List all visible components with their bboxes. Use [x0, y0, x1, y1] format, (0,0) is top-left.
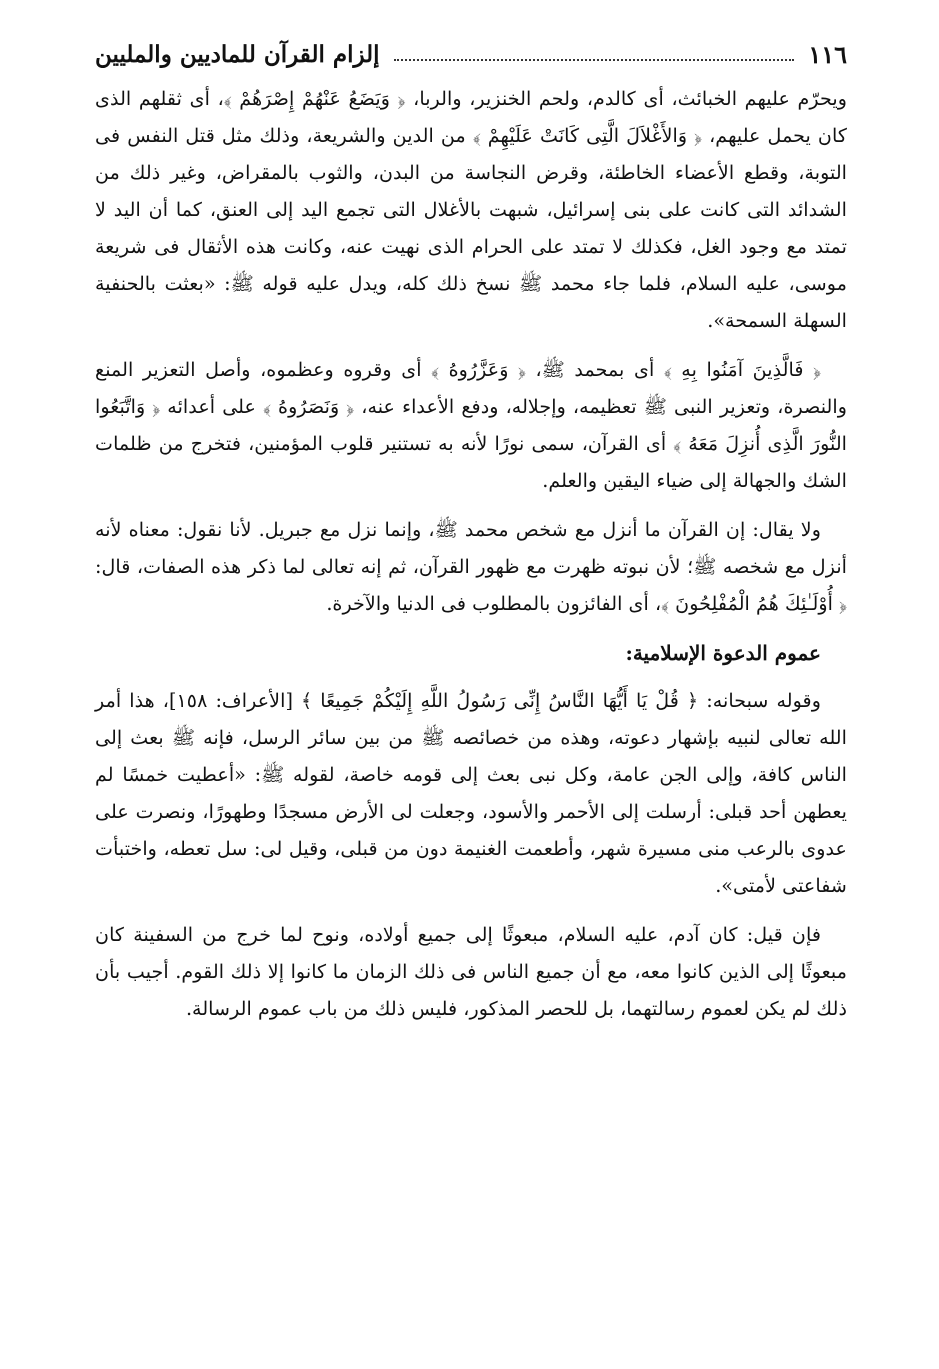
paragraph: ولا يقال: إن القرآن ما أنزل مع شخص محمد ﷺ، وإنما نزل مع جبريل. لأنا نقول: معناه لأنه أنزل مع شخصه ﷺ؛ لأن نبوته ظهرت مع ظهور القرآن، ثم إنه تعالى لما ذكر هذه الصفات، قال: ﴿ أُوْلَـٰئِكَ هُمُ الْمُفْلِحُونَ ﴾، أى الفائزون بالمطلوب فى الدنيا والآخرة.: [95, 518, 847, 615]
book-page: [95, 34, 847, 1039]
paragraph: وقوله سبحانه: ﴿ قُلْ يَا أَيُّهَا النَّاسُ إِنِّى رَسُولُ اللَّهِ إِلَيْكُمْ جَمِيعًا ﴾ [الأعراف: ١٥٨]، هذا أمر الله تعالى لنبيه بإشهار دعوته، وهذه من خصائصه ﷺ من بين سائر الرسل، فإنه ﷺ بعث إلى الناس كافة، وإلى الجن عامة، وكل نبى بعث إلى قومه خاصة، لقوله ﷺ: «أعطيت خمسًا لم يعطهن أحد قبلى: أرسلت إلى الأحمر والأسود، وجعلت لى الأرض مسجدًا وطهورًا، ونصرت على عدوى بالرعب منى مسيرة شهر، وأطعمت الغنيمة دون من قبلى، وقيل لى: سل تعطه، واختبأت شفاعتى لأمتى».: [95, 689, 847, 897]
running-title: إلزام القرآن للماديين والمليين: [95, 40, 380, 68]
header-dotted-leader: [394, 59, 795, 61]
page-number: ١١٦: [808, 39, 847, 69]
paragraph: ويحرّم عليهم الخبائث، أى كالدم، ولحم الخنزير، والربا، ﴿ وَيَضَعُ عَنْهُمْ إِصْرَهُمْ ﴾، أى ثقلهم الذى كان يحمل عليهم، ﴿ وَالأَغْلاَلَ الَّتِى كَانَتْ عَلَيْهِمْ ﴾ من الدين والشريعة، وذلك مثل قتل النفس فى التوبة، وقطع الأعضاء الخاطئة، وقرض النجاسة من البدن، والثوب بالمقراض، وغير ذلك من الشدائد التى كانت على بنى إسرائيل، شبهت بالأغلال التى تجمع اليد إلى العنق، كما أن اليد لا تمتد مع وجود الغل، فكذلك لا تمتد على الحرام الذى نهيت عنه، وكانت هذه الأثقال فى شريعة موسى، عليه السلام، فلما جاء محمد ﷺ نسخ ذلك كله، ويدل عليه قوله ﷺ: «بعثت بالحنفية السهلة السمحة».: [95, 87, 847, 332]
page-header: [95, 34, 847, 74]
section-heading: عموم الدعوة الإسلامية:: [625, 641, 821, 665]
paragraph: فإن قيل: كان آدم، عليه السلام، مبعوثًا إلى جميع أولاده، ونوح لما خرج من السفينة كان مبعوثًا إلى الذين كانوا معه، مع أن جميع الناس فى ذلك الزمان ما كانوا إلا ذلك القوم. أجيب بأن ذلك لم يكن لعموم رسالتهما، بل للحصر المذكور، فليس ذلك من باب عموم الرسالة.: [95, 923, 847, 1020]
paragraph: ﴿ فَالَّذِينَ آمَنُوا بِهِ ﴾ أى بمحمد ﷺ، ﴿ وَعَزَّرُوهُ ﴾ أى وقروه وعظموه، وأصل التعزير المنع والنصرة، وتعزير النبى ﷺ تعظيمه، وإجلاله، ودفع الأعداء عنه، ﴿ وَنَصَرُوهُ ﴾ على أعدائه ﴿ وَاتَّبَعُوا النُّورَ الَّذِى أُنزِلَ مَعَهُ ﴾ أى القرآن، سمى نورًا لأنه به تستنير قلوب المؤمنين، فتخرج من ظلمات الشك والجهالة إلى ضياء اليقين والعلم.: [95, 358, 847, 492]
